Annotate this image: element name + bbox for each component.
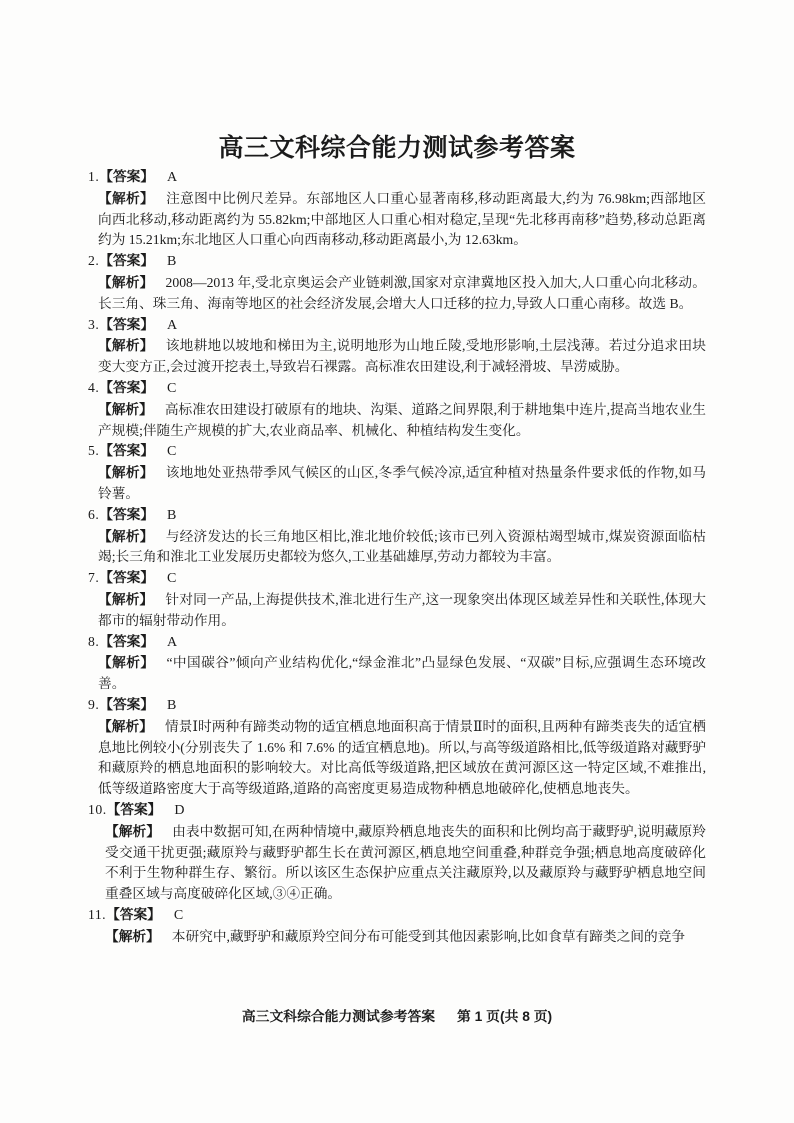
answer-label: 【答案】	[99, 506, 155, 522]
analysis-label: 【解析】	[98, 401, 153, 417]
answer-line	[88, 167, 706, 189]
analysis-label: 【解析】	[98, 655, 155, 671]
answer-line	[88, 632, 706, 654]
footer-page-info: 第 1 页(共 8 页)	[457, 1009, 553, 1024]
analysis-paragraph	[98, 336, 706, 378]
answer-item	[88, 167, 706, 251]
answer-label: 【答案】	[99, 633, 155, 649]
item-number: 11.	[88, 906, 107, 922]
footer-doc-title: 高三文科综合能力测试参考答案	[241, 1009, 436, 1024]
item-number: 5.	[88, 443, 100, 459]
analysis-paragraph	[98, 400, 706, 442]
analysis-label: 【解析】	[98, 718, 154, 734]
item-number: 8.	[88, 633, 100, 649]
analysis-paragraph	[98, 463, 706, 505]
analysis-paragraph	[98, 717, 706, 800]
analysis-text: “中国碳谷”倾向产业结构优化,“绿金淮北”凸显绿色发展、“双碳”目标,应强调生态环境改善。	[98, 655, 706, 692]
analysis-label: 【解析】	[105, 928, 160, 944]
answer-label: 【答案】	[99, 253, 155, 269]
item-number: 6.	[88, 506, 100, 522]
analysis-paragraph	[105, 822, 706, 905]
analysis-text: 情景Ⅰ时两种有蹄类动物的适宜栖息地面积高于情景Ⅱ时的面积,且两种有蹄类丧失的适宜栖息地比例较小(分别丧失了 1.6% 和 7.6% 的适宜栖息地)。所以,与高等级道路相比,低等级道路对藏野驴和藏原羚的栖息地面积的影响较大。对比高低等级道路,把区域放在黄河源区这一特定区域,不难推出,低等级道路密度大于高等级道路,道路的高密度更易造成物种栖息地破碎化,使栖息地丧失。	[98, 718, 706, 797]
analysis-label: 【解析】	[98, 274, 154, 290]
answer-line	[88, 315, 706, 337]
answer-line	[88, 378, 706, 400]
answer-item	[88, 315, 706, 378]
answer-item	[88, 505, 706, 568]
answer-letter: B	[167, 697, 177, 713]
answer-item	[88, 568, 706, 631]
item-number: 2.	[88, 253, 100, 269]
answer-item	[88, 378, 706, 441]
answer-letter: A	[167, 170, 178, 185]
answers-list	[88, 167, 706, 947]
answer-line	[88, 251, 706, 273]
answer-label: 【答案】	[99, 316, 155, 332]
analysis-text: 该地耕地以坡地和梯田为主,说明地形为山地丘陵,受地形影响,土层浅薄。若过分追求田块变大变方正,会过渡开挖表土,导致岩石裸露。高标准农田建设,利于减轻滑坡、旱涝威胁。	[98, 338, 706, 375]
analysis-label: 【解析】	[98, 528, 154, 544]
answer-letter: D	[174, 802, 185, 818]
analysis-paragraph	[98, 590, 706, 632]
analysis-label: 【解析】	[98, 338, 154, 354]
analysis-text: 注意图中比例尺差异。东部地区人口重心显著南移,移动距离最大,约为 76.98km;西部地区向西北移动,移动距离约为 55.82km;中部地区人口重心相对稳定,呈现“先北移再南移”趋势,移动总距离约为 15.21km;东北地区人口重心向西南移动,移动距离最小,为 12.63km。	[98, 190, 706, 248]
analysis-text: 2008—2013 年,受北京奥运会产业链刺激,国家对京津冀地区投入加大,人口重心向北移动。长三角、珠三角、海南等地区的社会经济发展,会增大人口迁移的拉力,导致人口重心南移。故选 B。	[98, 274, 706, 311]
item-number: 10.	[88, 801, 107, 817]
answer-item	[88, 905, 706, 948]
analysis-label: 【解析】	[98, 190, 155, 206]
answer-item	[88, 441, 706, 504]
answer-label: 【答案】	[106, 801, 162, 817]
answer-letter: C	[167, 444, 177, 460]
answer-item	[88, 632, 706, 695]
page-footer	[0, 1005, 794, 1025]
answer-line	[88, 441, 706, 463]
analysis-text: 本研究中,藏野驴和藏原羚空间分布可能受到其他因素影响,比如食草有蹄类之间的竞争	[171, 928, 686, 944]
analysis-paragraph	[98, 653, 706, 695]
item-number: 7.	[88, 570, 100, 586]
answer-line	[88, 800, 706, 822]
answer-label: 【答案】	[99, 379, 155, 395]
item-number: 3.	[88, 316, 100, 332]
answer-label: 【答案】	[99, 169, 155, 184]
answer-label: 【答案】	[99, 443, 155, 459]
analysis-text: 针对同一产品,上海提供技术,淮北进行生产,这一现象突出体现区域差异性和关联性,体现大都市的辐射带动作用。	[98, 591, 706, 628]
answer-item	[88, 251, 706, 314]
analysis-paragraph	[98, 273, 706, 315]
answer-letter: C	[167, 571, 177, 587]
analysis-text: 与经济发达的长三角地区相比,淮北地价较低;该市已列入资源枯竭型城市,煤炭资源面临枯竭;长三角和淮北工业发展历史都较为悠久,工业基础雄厚,劳动力都较为丰富。	[98, 528, 706, 565]
analysis-paragraph	[98, 527, 706, 569]
answer-label: 【答案】	[99, 696, 155, 712]
answer-line	[88, 568, 706, 590]
item-number: 4.	[88, 379, 100, 395]
analysis-label: 【解析】	[105, 823, 161, 839]
answer-label: 【答案】	[99, 570, 155, 586]
answer-line	[88, 905, 706, 927]
analysis-text: 高标准农田建设打破原有的地块、沟渠、道路之间界限,利于耕地集中连片,提高当地农业生产规模;伴随生产规模的扩大,农业商品率、机械化、种植结构发生变化。	[98, 401, 706, 438]
answer-letter: B	[167, 507, 177, 523]
answer-line	[88, 505, 706, 527]
answer-item	[88, 695, 706, 800]
analysis-paragraph	[105, 927, 706, 948]
analysis-label: 【解析】	[98, 465, 154, 481]
analysis-text: 该地地处亚热带季风气候区的山区,冬季气候冷凉,适宜种植对热量条件要求低的作物,如马铃薯。	[98, 465, 706, 501]
answer-letter: B	[167, 254, 177, 270]
answer-item	[88, 800, 706, 905]
answer-label: 【答案】	[106, 906, 161, 922]
answer-letter: C	[167, 380, 177, 396]
answer-letter: A	[167, 317, 178, 333]
analysis-paragraph	[98, 189, 706, 251]
analysis-label: 【解析】	[98, 591, 154, 607]
answer-letter: C	[173, 907, 184, 923]
item-number: 1.	[88, 169, 100, 184]
page-title: 高三文科综合能力测试参考答案	[218, 134, 576, 162]
answer-letter: A	[167, 634, 178, 650]
answer-line	[88, 695, 706, 717]
item-number: 9.	[88, 696, 100, 712]
analysis-text: 由表中数据可知,在两种情境中,藏原羚栖息地丧失的面积和比例均高于藏野驴,说明藏原羚受交通干扰更强;藏原羚与藏野驴都生长在黄河源区,栖息地空间重叠,种群竞争强;栖息地高度破碎化不利于生物种群生存、繁衍。所以该区生态保护应重点关注藏原羚,以及藏原羚与藏野驴栖息地空间重叠区域与高度破碎化区域,③④正确。	[105, 823, 706, 902]
